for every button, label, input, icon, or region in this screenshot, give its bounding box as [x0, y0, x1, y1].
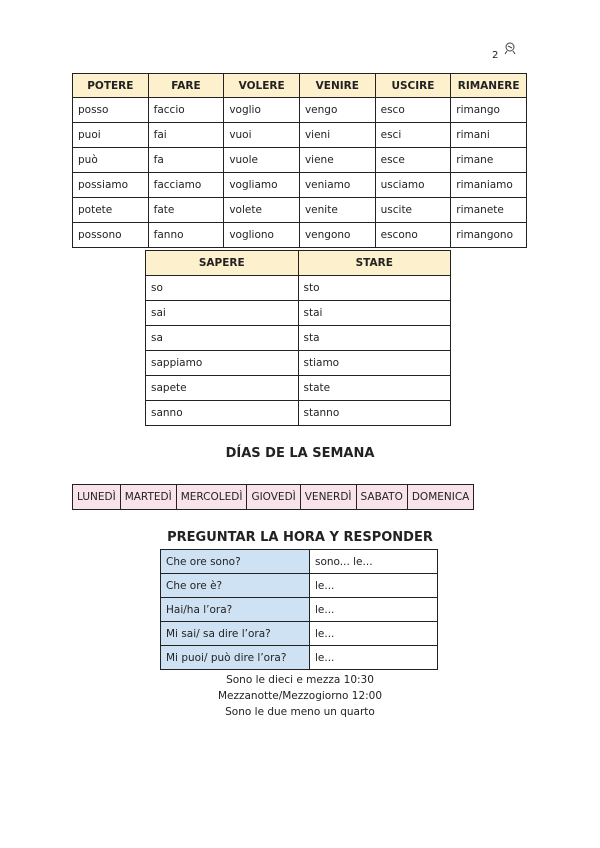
table-cell: vieni: [299, 123, 375, 148]
table-cell: escono: [375, 223, 451, 248]
page-number: 2: [492, 50, 499, 61]
table-cell: sa: [146, 326, 299, 351]
header-cell: USCIRE: [375, 74, 451, 98]
days-section-title: DÍAS DE LA SEMANA: [225, 446, 375, 461]
table-cell: fanno: [148, 223, 224, 248]
table-cell: vengo: [299, 98, 375, 123]
sapere-stare-table: [145, 250, 451, 426]
doodle-icon: [502, 40, 518, 60]
table-cell: vogliono: [224, 223, 300, 248]
header-cell: SAPERE: [146, 251, 299, 276]
table-cell: rimane: [451, 148, 527, 173]
table-cell: stai: [298, 301, 451, 326]
table-cell: vuoi: [224, 123, 300, 148]
table-row: [73, 198, 527, 223]
table-cell: potete: [73, 198, 149, 223]
table-cell: fa: [148, 148, 224, 173]
table-cell: possiamo: [73, 173, 149, 198]
table-cell: viene: [299, 148, 375, 173]
table-cell: esce: [375, 148, 451, 173]
table-cell: fate: [148, 198, 224, 223]
days-row: [73, 484, 474, 510]
day-cell: VENERDÌ: [300, 484, 357, 510]
table-cell: fai: [148, 123, 224, 148]
table-cell: usciamo: [375, 173, 451, 198]
table-cell: volete: [224, 198, 300, 223]
table-cell: rimaniamo: [451, 173, 527, 198]
question-cell: Che ore è?: [161, 574, 310, 598]
table-cell: faccio: [148, 98, 224, 123]
table-cell: so: [146, 276, 299, 301]
table-cell: puoi: [73, 123, 149, 148]
table-row: [161, 598, 438, 622]
table-row: [146, 401, 451, 426]
table-row: [161, 646, 438, 670]
header-cell: VOLERE: [224, 74, 300, 98]
table-cell: uscite: [375, 198, 451, 223]
table-row: [146, 351, 451, 376]
table-row: [146, 326, 451, 351]
table-row: [146, 301, 451, 326]
table-cell: stiamo: [298, 351, 451, 376]
table-row: [73, 148, 527, 173]
question-cell: Mi sai/ sa dire l’ora?: [161, 622, 310, 646]
question-cell: Mi puoi/ può dire l’ora?: [161, 646, 310, 670]
time-example: Mezzanotte/Mezzogiorno 12:00: [217, 690, 383, 702]
header-cell: FARE: [148, 74, 224, 98]
table-cell: rimani: [451, 123, 527, 148]
answer-cell: le...: [310, 622, 438, 646]
table-row: [146, 276, 451, 301]
table-cell: sta: [298, 326, 451, 351]
table-cell: rimangono: [451, 223, 527, 248]
verbs-header-row: [73, 74, 527, 98]
question-cell: Hai/ha l’ora?: [161, 598, 310, 622]
answer-cell: sono... le...: [310, 550, 438, 574]
answer-cell: le...: [310, 646, 438, 670]
day-cell: GIOVEDÌ: [246, 484, 300, 510]
time-table: [160, 549, 438, 670]
time-example: Sono le due meno un quarto: [225, 706, 375, 718]
day-cell: SABATO: [356, 484, 408, 510]
table-cell: sapete: [146, 376, 299, 401]
day-cell: MARTEDÌ: [120, 484, 177, 510]
table-cell: sto: [298, 276, 451, 301]
table-cell: possono: [73, 223, 149, 248]
verbs-table: [72, 73, 527, 248]
header-cell: VENIRE: [299, 74, 375, 98]
day-cell: MERCOLEDÌ: [176, 484, 248, 510]
question-cell: Che ore sono?: [161, 550, 310, 574]
table-cell: vengono: [299, 223, 375, 248]
time-section-title: PREGUNTAR LA HORA Y RESPONDER: [167, 530, 433, 545]
table-cell: vuole: [224, 148, 300, 173]
table-cell: rimango: [451, 98, 527, 123]
day-cell: DOMENICA: [407, 484, 475, 510]
table-cell: venite: [299, 198, 375, 223]
table-cell: posso: [73, 98, 149, 123]
table-cell: voglio: [224, 98, 300, 123]
table-cell: sai: [146, 301, 299, 326]
table-row: [161, 622, 438, 646]
header-cell: POTERE: [73, 74, 149, 98]
time-example: Sono le dieci e mezza 10:30: [226, 674, 374, 686]
table-cell: state: [298, 376, 451, 401]
table-cell: esci: [375, 123, 451, 148]
answer-cell: le...: [310, 598, 438, 622]
day-cell: LUNEDÌ: [72, 484, 121, 510]
table-row: [73, 223, 527, 248]
answer-cell: le...: [310, 574, 438, 598]
table-cell: vogliamo: [224, 173, 300, 198]
table-cell: esco: [375, 98, 451, 123]
table-row: [73, 123, 527, 148]
table-cell: sappiamo: [146, 351, 299, 376]
table-cell: veniamo: [299, 173, 375, 198]
table-row: [73, 173, 527, 198]
header-cell: STARE: [298, 251, 451, 276]
table-row: [73, 98, 527, 123]
table-cell: sanno: [146, 401, 299, 426]
header-cell: RIMANERE: [451, 74, 527, 98]
table-row: [161, 550, 438, 574]
table-row: [161, 574, 438, 598]
table-cell: facciamo: [148, 173, 224, 198]
sapere-stare-header-row: [146, 251, 451, 276]
table-cell: può: [73, 148, 149, 173]
table-cell: stanno: [298, 401, 451, 426]
table-row: [146, 376, 451, 401]
table-cell: rimanete: [451, 198, 527, 223]
